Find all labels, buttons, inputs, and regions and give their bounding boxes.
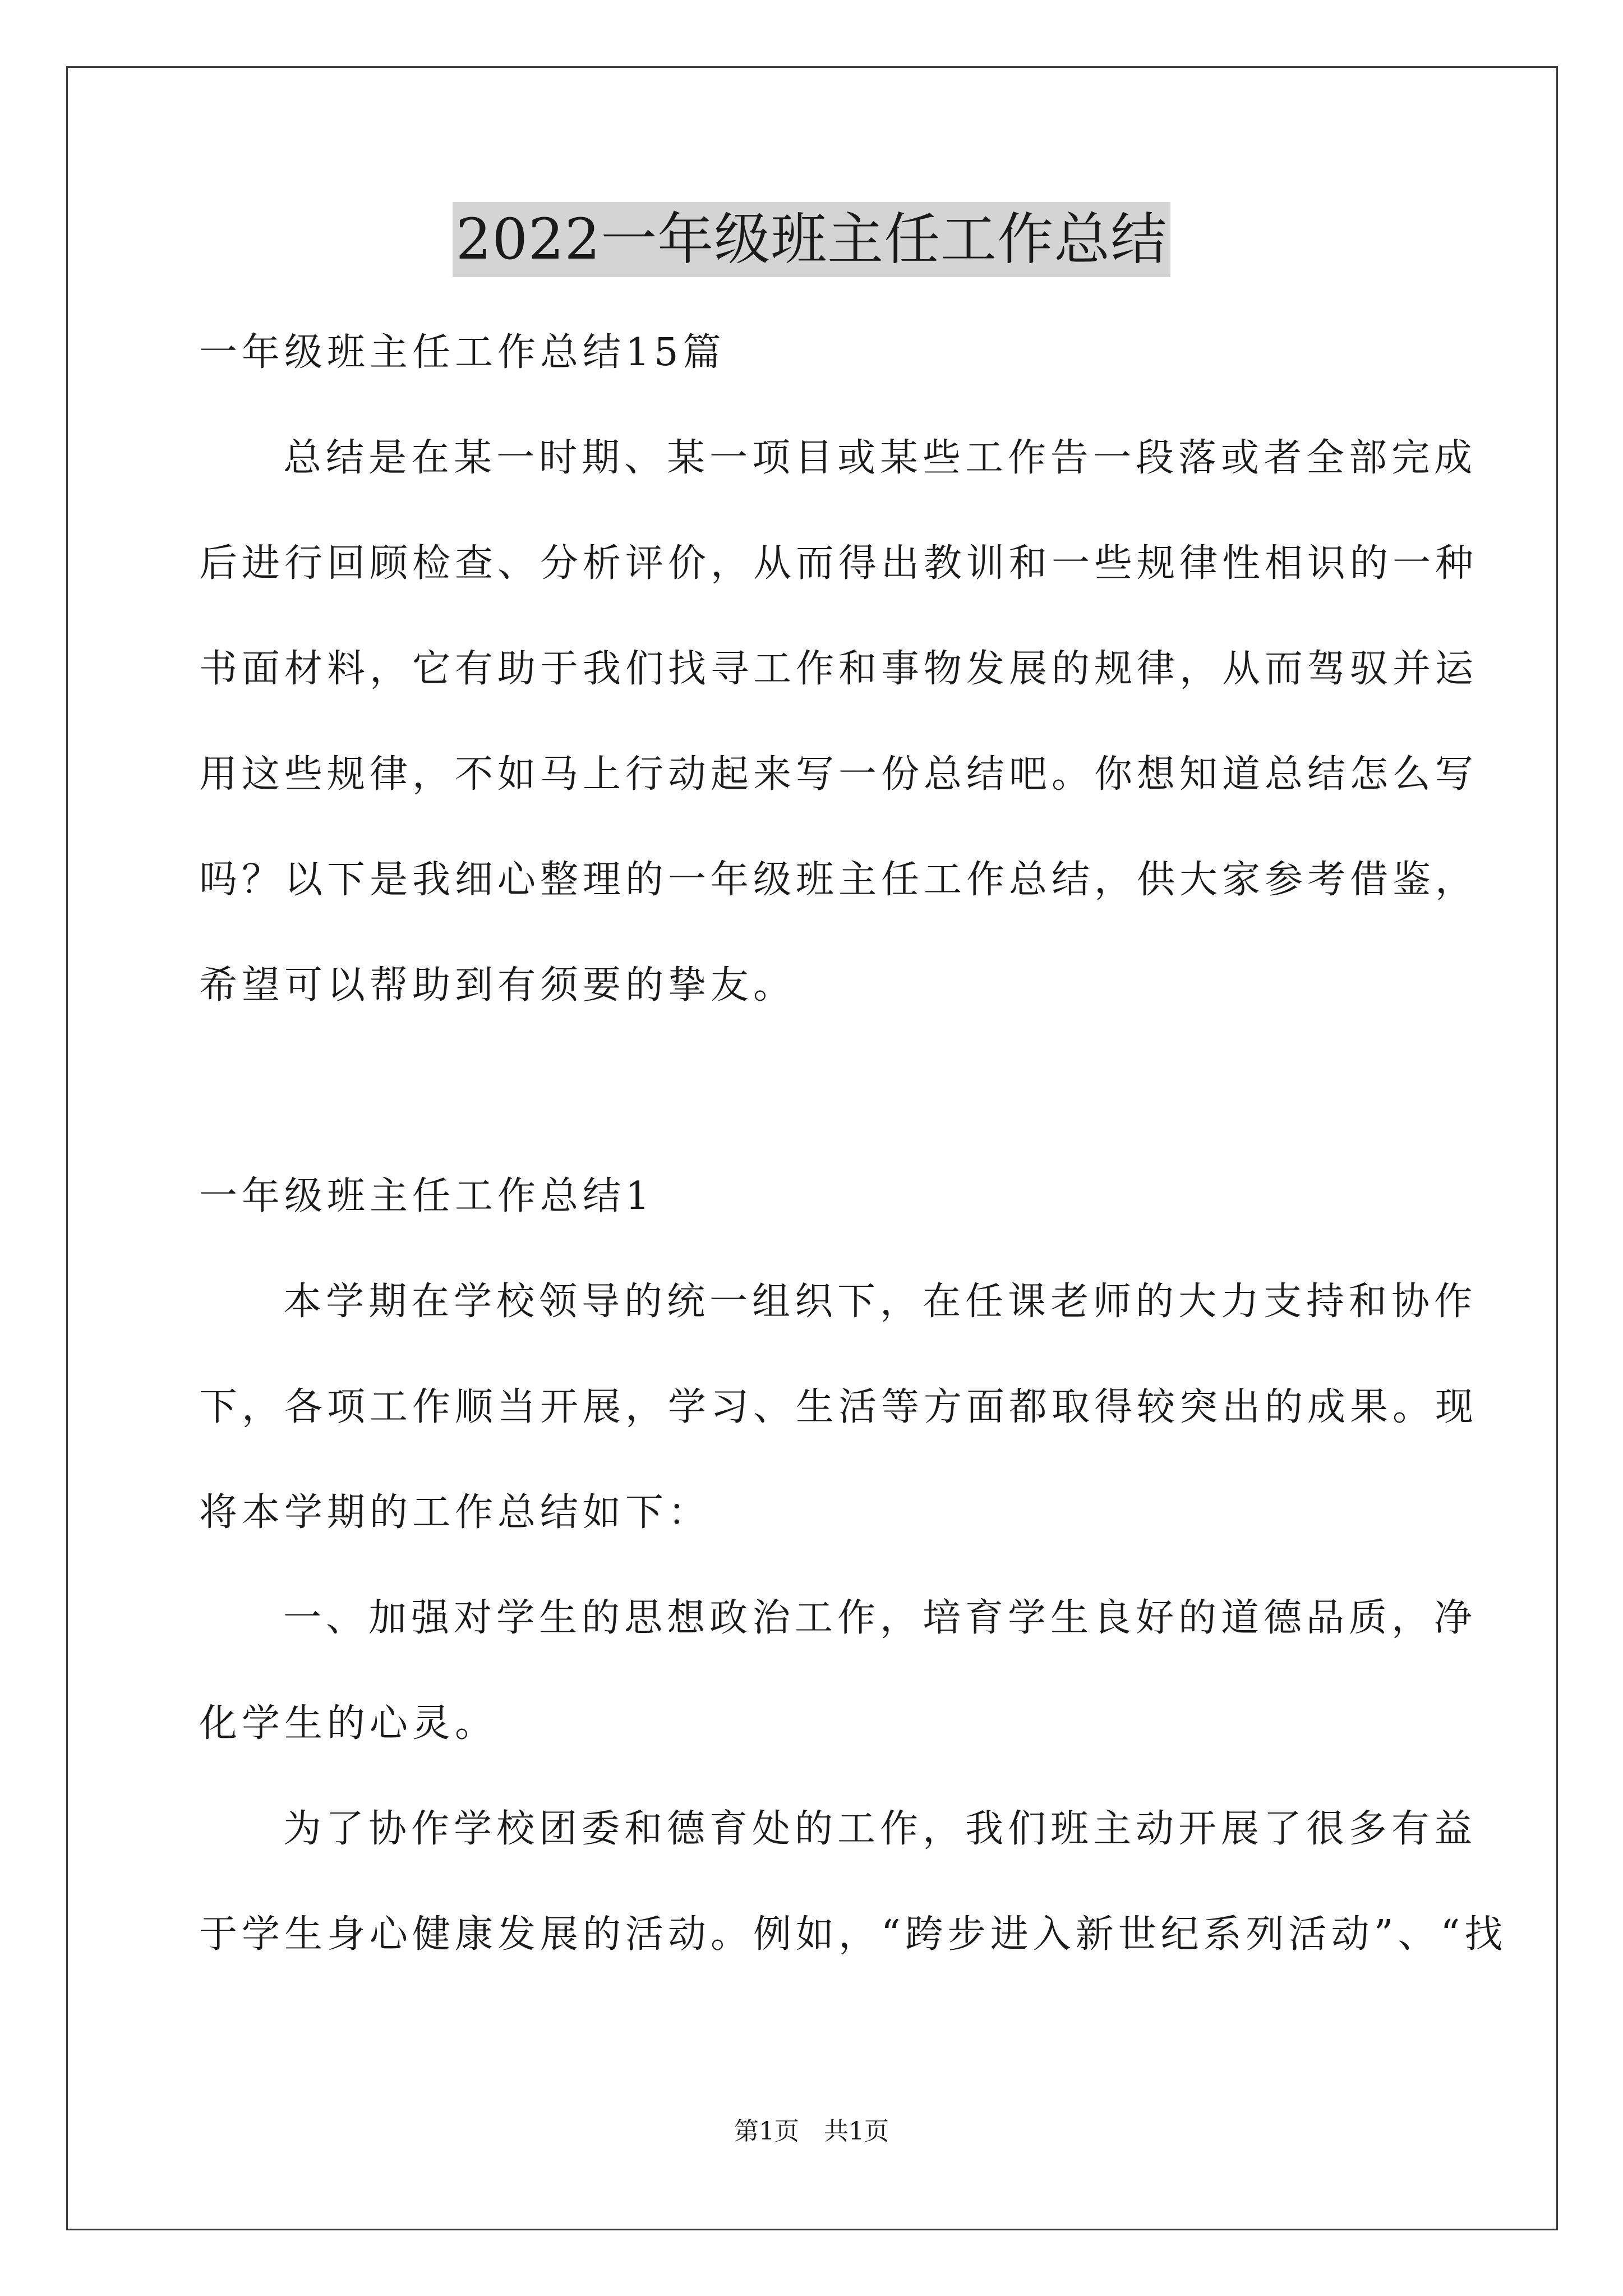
paragraph-line: 吗？以下是我细心整理的一年级班主任工作总结，供大家参考借鉴， [199,858,1478,902]
paragraph-line: 化学生的心灵。 [199,1701,498,1746]
page-footer [0,2115,1623,2148]
paragraph-line: 后进行回顾检查、分析评价，从而得出教训和一些规律性相识的一种 [199,541,1478,586]
document-subtitle: 一年级班主任工作总结15篇 [199,330,726,375]
page-number: 第1页 共1页 [734,2117,889,2146]
paragraph-line: 将本学期的工作总结如下： [199,1490,711,1535]
paragraph-line: 书面材料，它有助于我们找寻工作和事物发展的规律，从而驾驭并运 [199,647,1478,691]
paragraph-line: 本学期在学校领导的统一组织下，在任课老师的大力支持和协作 [283,1280,1477,1324]
paragraph-line: 下，各项工作顺当开展，学习、生活等方面都取得较突出的成果。现 [199,1385,1478,1429]
section-heading: 一年级班主任工作总结1 [199,1174,654,1218]
blank-line [199,1038,1427,1144]
paragraph-2 [199,1566,1477,1777]
paragraph-line: 为了协作学校团委和德育处的工作，我们班主动开展了很多有益 [283,1807,1477,1851]
document-body [199,300,1507,1987]
intro-paragraph [199,406,1478,1038]
paragraph-line: 总结是在某一时期、某一项目或某些工作告一段落或者全部完成 [283,436,1477,480]
paragraph-line: 于学生身心健康发展的活动。例如，“跨步进入新世纪系列活动”、“找 [199,1912,1507,1957]
paragraph-line: 用这些规律，不如马上行动起来写一份总结吧。你想知道总结怎么写 [199,752,1478,797]
paragraph-line: 希望可以帮助到有须要的挚友。 [199,963,796,1007]
document-title: 2022一年级班主任工作总结 [0,202,1623,277]
paragraph-line: 一、加强对学生的思想政治工作，培育学生良好的道德品质，净 [283,1596,1477,1640]
paragraph-1 [199,1249,1478,1566]
paragraph-3 [199,1777,1507,1987]
